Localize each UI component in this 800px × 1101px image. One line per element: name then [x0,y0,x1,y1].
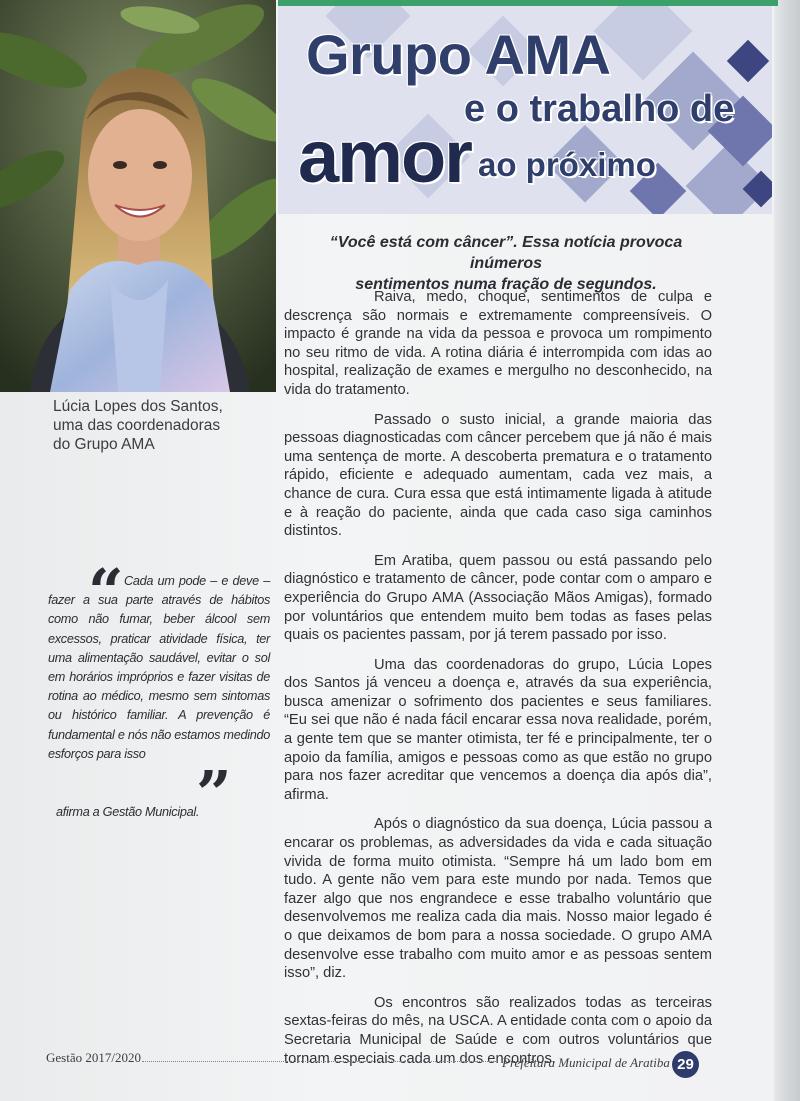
headline-amor: amor [298,115,471,198]
footer-edition: Gestão 2017/2020 [46,1050,141,1065]
pull-quote-text: Cada um pode – e deve – fazer a sua parte através de hábitos como não fumar, beber álcool sem excessos, praticar atividade física, ter uma alimentação saudável, evitar o sol em horários impróprios e fazer visitas de rotina ao médico, mesmo sem sintomas ou histórico familiar. A prevenção é fundamental e nós não estamos medindo esforços para isso [48,574,270,761]
article-paragraph: Em Aratiba, quem passou ou está passando pelo diagnóstico e tratamento de câncer, pode contar com o amparo e experiência do Grupo AMA (Associação Mãos Amigas), formado por voluntários que entendem muito bem todas as fases pelas quais os pacientes passam, por já terem passado por isso. [284,552,712,644]
photo-caption [53,397,273,454]
caption-line: do Grupo AMA [53,436,155,453]
footer-publisher: Prefeitura Municipal de Aratiba [502,1055,670,1070]
article-paragraph: Uma das coordenadoras do grupo, Lúcia Lopes dos Santos já venceu a doença e, através da sua experiência, busca amenizar o sofrimento dos pacientes e seus familiares. “Eu sei que não é nada fácil encarar essa nova realidade, porém, a gente tem que se manter otimista, ter fé e principalmente, ter o apoio da família, amigos e pessoas como as que estão no grupo para nos fazer acreditar que vencemos a doença dia após dia”, afirma. [284,656,712,803]
lead-line: sentimentos numa fração de segundos. [355,276,657,293]
pull-quote-attribution: afirma a Gestão Municipal. [56,805,200,819]
pull-quote [48,572,270,764]
caption-line: uma das coordenadoras [53,417,221,434]
headline-line-3: ao próximo [478,146,656,183]
headline-line-2: e o trabalho de [464,88,735,130]
headline-line-1: Grupo AMA [306,23,611,86]
article-body [284,288,712,1079]
article-paragraph: Após o diagnóstico da sua doença, Lúcia passou a encarar os problemas, as adversidades da vida e cada situação vivida de forma muito otimista. “Sempre há um lado bom em tudo. A gente não vem para este mundo por nada. Temos que fazer algo que nos engrandece e esse trabalho voluntário que desenvolvemos me realiza cada dia mais. Nosso maior legado é o que deixamos de bom para a nossa sociedade. O grupo AMA desenvolve esse trabalho com muito amor e as pessoas sentem isso”, diz. [284,816,712,982]
page-edge-shadow [774,0,800,1101]
caption-line: Lúcia Lopes dos Santos, [53,398,223,415]
quote-open-mark: “ [88,555,124,628]
article-paragraph: Os encontros são realizados todas as terceiras sextas-feiras do mês, na USCA. A entidade conta com o apoio da Secretaria Municipal de Saúde e com outros voluntários que tornam especiais cada um dos encontros. [284,994,712,1067]
article-paragraph: Passado o susto inicial, a grande maioria das pessoas diagnosticadas com câncer percebem que já não é mais uma sentença de morte. A descoberta prematura e o tratamento rápido, eficiente e adequado aumentam, cada vez mais, a chance de cura. Cura essa que está intimamente ligada à atitude e à reação do paciente, ainda que cada caso siga caminhos distintos. [284,411,712,540]
article-paragraph: Raiva, medo, choque, sentimentos de culpa e descrença são normais e extremamente compreensíveis. O impacto é grande na vida da pessoa e provoca um rompimento no seu ritmo de vida. A rotina diária é interrompida com idas ao hospital, realização de exames e mergulho no desconhecido, na vida do tratamento. [284,289,712,398]
article-header [278,6,772,214]
footer-dotted-rule [142,1061,498,1062]
lead-line: “Você está com câncer”. Essa notícia provoca inúmeros [329,234,683,272]
article-lead [296,232,716,295]
portrait-photo [0,0,276,392]
quote-close-mark: ” [196,757,232,830]
page-number: 29 [672,1051,699,1078]
